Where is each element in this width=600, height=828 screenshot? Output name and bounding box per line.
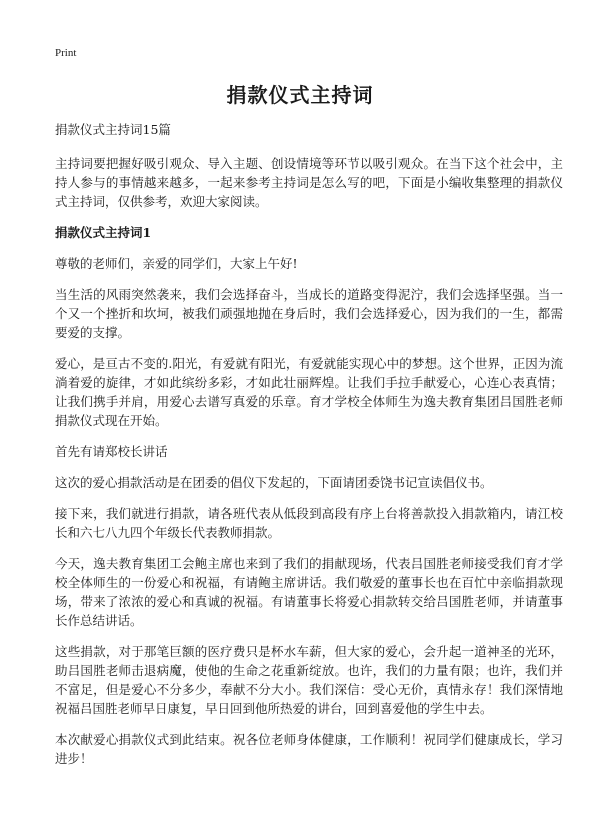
paragraph-closing: 本次献爱心捐款仪式到此结束。祝各位老师身体健康，工作顺利！祝同学们健康成长，学习进步！ [55, 732, 563, 766]
section-heading: 捐款仪式主持词1 [55, 225, 152, 240]
paragraph: 这些捐款，对于那笔巨额的医疗费只是杯水车薪，但大家的爱心，会升起一道神圣的光环，助吕国胜老师击退病魔，使他的生命之花重新绽放。也许，我们的力量有限；也许，我们并不富足，但是爱心不分多少，奉献不分大小。我们深信：受心无价，真情永存！我们深情地祝福吕国胜老师早日康复，早日回到他所热爱的讲台，回到喜爱他的学生中去。 [55, 644, 563, 716]
page-title: 捐款仪式主持词 [226, 83, 374, 107]
paragraph: 当生活的风雨突然袭来，我们会选择奋斗，当成长的道路变得泥泞，我们会选择坚强。当一个又一个挫折和坎坷，被我们顽强地抛在身后时，我们会选择爱心，因为我们的一生，都需要爱的支撑。 [55, 287, 563, 340]
document-body [55, 120, 563, 780]
paragraph: 今天，逸夫教育集团工会鲍主席也来到了我们的捐献现场，代表吕国胜老师接受我们育才学校全体师生的一份爱心和祝福，有请鲍主席讲话。我们敬爱的董事长也在百忙中亲临捐款现场，带来了浓浓的爱心和真诚的祝福。有请董事长将爱心捐款转交给吕国胜老师，并请董事长作总结讲话。 [55, 556, 563, 628]
document-subtitle: 捐款仪式主持词15篇 [55, 122, 171, 137]
intro-paragraph: 主持词要把握好吸引观众、导入主题、创设情境等环节以吸引观众。在当下这个社会中，主持人参与的事情越来越多，一起来参考主持词是怎么写的吧，下面是小编收集整理的捐款仪式主持词，仅供参考，欢迎大家阅读。 [55, 156, 563, 209]
paragraph: 接下来，我们就进行捐款，请各班代表从低段到高段有序上台将善款投入捐款箱内，请江校长和六七八九四个年级长代表教师捐款。 [55, 506, 563, 540]
print-link[interactable]: Print [55, 47, 77, 59]
paragraph: 爱心，是亘古不变的.阳光，有爱就有阳光，有爱就能实现心中的梦想。这个世界，正因为流淌着爱的旋律，才如此缤纷多彩，才如此壮丽辉煌。让我们手拉手献爱心，心连心表真情；让我们携手并肩，用爱心去谱写真爱的乐章。育才学校全体师生为逸夫教育集团吕国胜老师捐款仪式现在开始。 [55, 356, 563, 428]
paragraph-greeting: 尊敬的老师们，亲爱的同学们，大家上午好! [55, 256, 298, 271]
paragraph: 这次的爱心捐款活动是在团委的倡仪下发起的，下面请团委饶书记宣读倡仪书。 [55, 475, 493, 490]
paragraph: 首先有请郑校长讲话 [55, 444, 168, 459]
